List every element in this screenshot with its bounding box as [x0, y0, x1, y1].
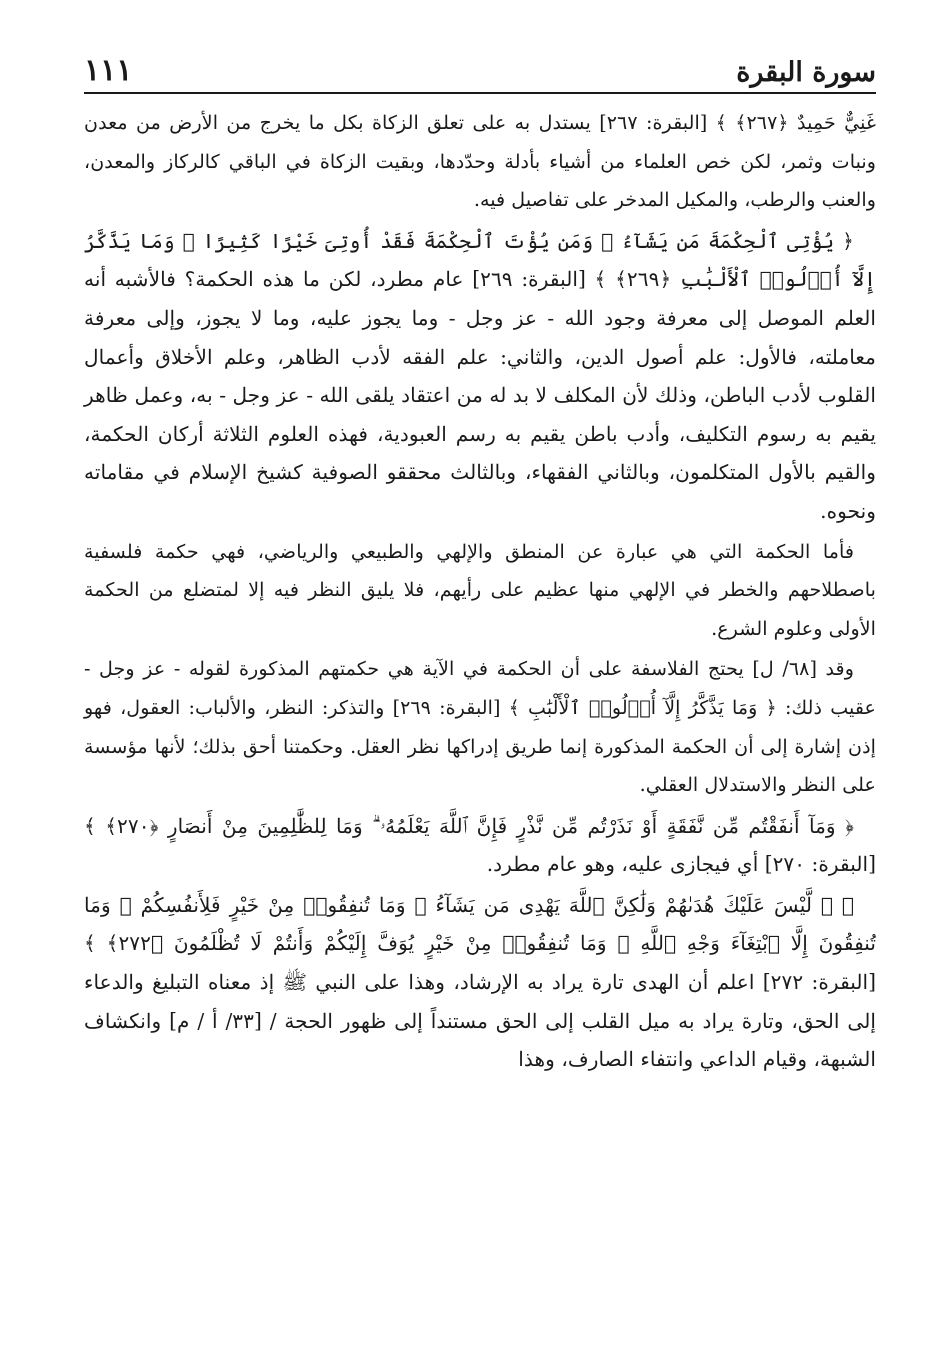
- paragraph-philosophers-argument: وقد [٦٨/ ل] يحتج الفلاسفة على أن الحكمة في الآية هي حكمتهم المذكورة لقوله - عز وجل - عقيب ذلك: ﴿ وَمَا يَذَّكَّرُ إِلَّآ أُو۟لُوا۟ ٱلْأَلْبَٰبِ ﴾ [البقرة: ٢٦٩] والتذكر: النظر، والألباب: العقول، فهو إذن إشارة إلى أن الحكمة المذكورة إنما طريق إدراكها نظر العقل. وحكمتنا أحق بذلك؛ لأنها مؤسسة على النظر والاستدلال العقلي.: [84, 657, 876, 797]
- paragraph-nafaqah: ﴿ وَمَآ أَنفَقْتُم مِّن نَّفَقَةٍ أَوْ نَذَرْتُم مِّن نَّذْرٍ فَإِنَّ ٱللَّهَ يَعْلَمُهُۥ ۗ وَمَا لِلظَّٰلِمِينَ مِنْ أَنصَارٍ ﴿٢٧٠﴾ ﴾ [البقرة: ٢٧٠] أي فيجازى عليه، وهو عام مطرد.: [84, 813, 876, 877]
- paragraph-philosophy: فأما الحكمة التي هي عبارة عن المنطق والإلهي والطبيعي والرياضي، فهي حكمة فلسفية باصطلاحهم والخطر في الإلهي منها عظيم على رأيهم، فلا يليق النظر فيه إلا لمتضلع من الحكمة الأولى وعلوم الشرع.: [84, 539, 876, 640]
- surah-title: سورة البقرة: [736, 57, 876, 88]
- book-page: [84, 38, 876, 1079]
- paragraph-hidayah: ﴿ ۞ لَّيْسَ عَلَيْكَ هُدَىٰهُمْ وَلَٰكِنَّ ٱللَّهَ يَهْدِى مَن يَشَآءُ ۗ وَمَا تُنفِقُوا۟ مِنْ خَيْرٍ فَلِأَنفُسِكُمْ ۚ وَمَا تُنفِقُونَ إِلَّا ٱبْتِغَآءَ وَجْهِ ٱللَّهِ ۚ وَمَا تُنفِقُوا۟ مِنْ خَيْرٍ يُوَفَّ إِلَيْكُمْ وَأَنتُمْ لَا تُظْلَمُونَ ﴿٢٧٢﴾ ﴾ [البقرة: ٢٧٢] اعلم أن الهدى تارة يراد به الإرشاد، وهذا على النبي ﷺ إذ معناه التبليغ والدعاء إلى الحق، وتارة يراد به ميل القلب إلى الحق مستنداً إلى ظهور الحجة / [٣٣/ أ / م] وانكشاف الشبهة، وقيام الداعي وانتفاء الصارف، وهذا: [84, 892, 877, 1072]
- page-number: ١١١: [84, 53, 133, 88]
- paragraph-zakat: غَنِيٌّ حَمِيدٌ ﴿٢٦٧﴾ ﴾ [البقرة: ٢٦٧] يستدل به على تعلق الزكاة بكل ما يخرج من الأرض من معدن ونبات وثمر، لكن خص العلماء من أشياء بأدلة وحدّدها، وبقيت الزكاة في الباقي كالركاز والمعدن، والعنب والرطب، والمكيل المدخر على تفاصيل فيه.: [84, 111, 876, 212]
- page-body: [84, 104, 876, 1079]
- paragraph-hikmah: ﴿ يُؤْتِى ٱلْحِكْمَةَ مَن يَشَآءُ ۚ وَمَن يُؤْتَ ٱلْحِكْمَةَ فَقَدْ أُوتِىَ خَيْرًا كَثِيرًا ۗ وَمَا يَذَّكَّرُ إِلَّآ أُو۟لُوا۟ ٱلْأَلْبَٰبِ ﴿٢٦٩﴾ ﴾ [البقرة: ٢٦٩] عام مطرد، لكن ما هذه الحكمة؟ فالأشبه أنه العلم الموصل إلى معرفة وجود الله - عز وجل - وما يجوز عليه، وما لا يجوز، وإلى معرفة معاملته، فالأول: علم أصول الدين، والثاني: علم الفقه لأدب الظاهر، وعلم الأخلاق وأعمال القلوب لأدب الباطن، وذلك لأن المكلف لا بد له من اعتقاد يلقى الله - عز وجل - به، وعمل ظاهر يقيم به رسوم التكليف، وأدب باطن يقيم به رسم العبودية، فهذه العلوم الثلاثة أركان الحكمة، والقيم بالأول المتكلمون، وبالثاني الفقهاء، وبالثالث محققو الصوفية كشيخ الإسلام في مقاماته ونحوه.: [84, 228, 877, 523]
- page-header: [84, 38, 876, 94]
